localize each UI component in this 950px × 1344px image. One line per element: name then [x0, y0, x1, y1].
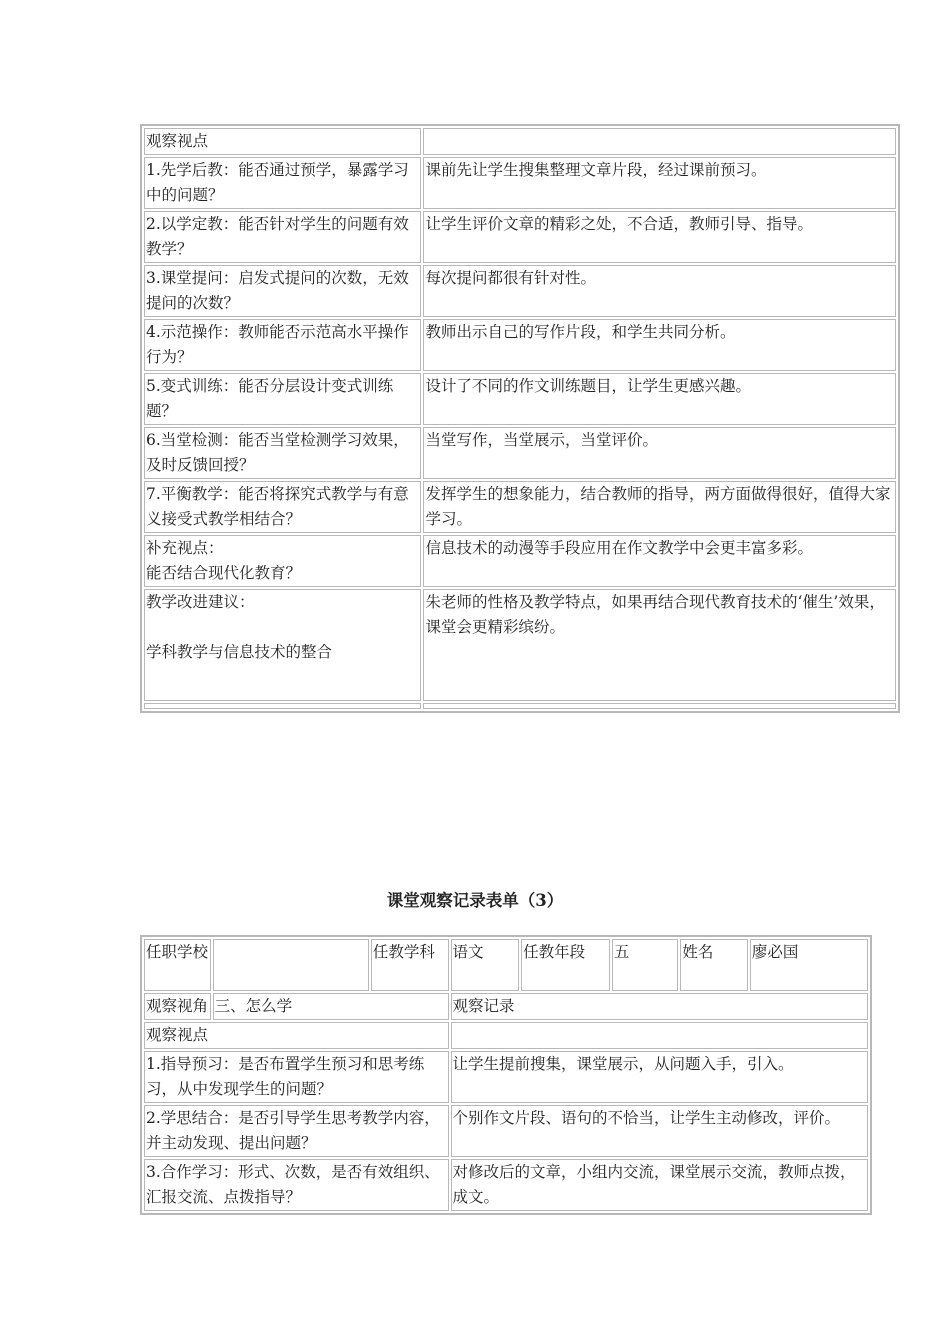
suggestion-cell: [144, 589, 421, 701]
viewpoint-row: [144, 1022, 868, 1049]
subject-label: 任教学科: [371, 939, 449, 991]
table-header-row: [144, 128, 896, 155]
observation-record: 让学生评价文章的精彩之处，不合适，教师引导、指导。: [423, 211, 896, 263]
supplement-viewpoint: [144, 535, 421, 587]
viewpoint-record: [451, 1022, 868, 1049]
school-label: 任职学校: [144, 939, 211, 991]
record-label: 观察记录: [451, 993, 868, 1020]
suggestion-row: [144, 589, 896, 701]
viewpoint-item: 3.合作学习：形式、次数，是否有效组织、汇报交流、点拨指导？: [144, 1159, 449, 1211]
viewpoint-header-value: [423, 128, 896, 155]
viewpoint-item: 1.指导预习：是否布置学生预习和思考练习，从中发现学生的问题？: [144, 1051, 449, 1103]
observation-table-1: [140, 124, 900, 713]
viewpoint-item: 3.课堂提问：启发式提问的次数，无效提问的次数？: [144, 265, 421, 317]
grade-label: 任教年段: [521, 939, 610, 991]
observation-record: 设计了不同的作文训练题目，让学生更感兴趣。: [423, 373, 896, 425]
table-row: [144, 1051, 868, 1103]
supplement-record: 信息技术的动漫等手段应用在作文教学中会更丰富多彩。: [423, 535, 896, 587]
suggestion-text: 学科教学与信息技术的整合: [146, 643, 333, 661]
viewpoint-item: 2.学思结合：是否引导学生思考教学内容，并主动发现、提出问题？: [144, 1105, 449, 1157]
viewpoint-item: 4.示范操作：教师能否示范高水平操作行为？: [144, 319, 421, 371]
observation-record: 当堂写作，当堂展示，当堂评价。: [423, 427, 896, 479]
angle-row: [144, 993, 868, 1020]
viewpoint-item: 6.当堂检测：能否当堂检测学习效果，及时反馈回授？: [144, 427, 421, 479]
table-row: [144, 211, 896, 263]
observation-record: 让学生提前搜集，课堂展示，从问题入手，引入。: [451, 1051, 868, 1103]
observation-record: 每次提问都很有针对性。: [423, 265, 896, 317]
observation-record: 教师出示自己的写作片段，和学生共同分析。: [423, 319, 896, 371]
angle-label: 观察视角: [144, 993, 211, 1020]
observation-record: 个别作文片段、语句的不恰当，让学生主动修改，评价。: [451, 1105, 868, 1157]
viewpoint-label: 观察视点: [144, 1022, 449, 1049]
table-row: [144, 481, 896, 533]
name-value: 廖必国: [750, 939, 868, 991]
name-label: 姓名: [680, 939, 748, 991]
table-row: [144, 427, 896, 479]
table-row: [144, 1159, 868, 1211]
filler-cell: [423, 703, 896, 709]
observation-record: 发挥学生的想象能力，结合教师的指导，两方面做得很好，值得大家学习。: [423, 481, 896, 533]
angle-value: 三、怎么学: [213, 993, 449, 1020]
supplement-question: 能否结合现代化教育？: [146, 564, 302, 582]
suggestion-label: 教学改进建议：: [146, 593, 255, 611]
subject-value: 语文: [451, 939, 520, 991]
table-row: [144, 265, 896, 317]
viewpoint-label: 观察视点: [144, 128, 421, 155]
school-value: [213, 939, 369, 991]
info-row: [144, 939, 868, 991]
form-title: 课堂观察记录表单（3）: [386, 891, 564, 910]
table-row: [144, 373, 896, 425]
filler-cell: [144, 703, 421, 709]
filler-row: [144, 703, 896, 709]
viewpoint-item: 2.以学定教：能否针对学生的问题有效教学？: [144, 211, 421, 263]
grade-value: 五: [612, 939, 679, 991]
table-row: [144, 319, 896, 371]
viewpoint-item: 5.变式训练：能否分层设计变式训练题？: [144, 373, 421, 425]
supplement-row: [144, 535, 896, 587]
observation-record: 对修改后的文章，小组内交流，课堂展示交流，教师点拨，成文。: [451, 1159, 868, 1211]
suggestion-record: 朱老师的性格及教学特点，如果再结合现代教育技术的‘催生’效果，课堂会更精彩缤纷。: [423, 589, 896, 701]
viewpoint-item: 7.平衡教学：能否将探究式教学与有意义接受式教学相结合？: [144, 481, 421, 533]
viewpoint-item: 1.先学后教：能否通过预学，暴露学习中的问题？: [144, 157, 421, 209]
table-row: [144, 157, 896, 209]
supplement-label: 补充视点：: [146, 539, 224, 557]
table-row: [144, 1105, 868, 1157]
observation-table-2: [140, 935, 872, 1215]
observation-record: 课前先让学生搜集整理文章片段，经过课前预习。: [423, 157, 896, 209]
